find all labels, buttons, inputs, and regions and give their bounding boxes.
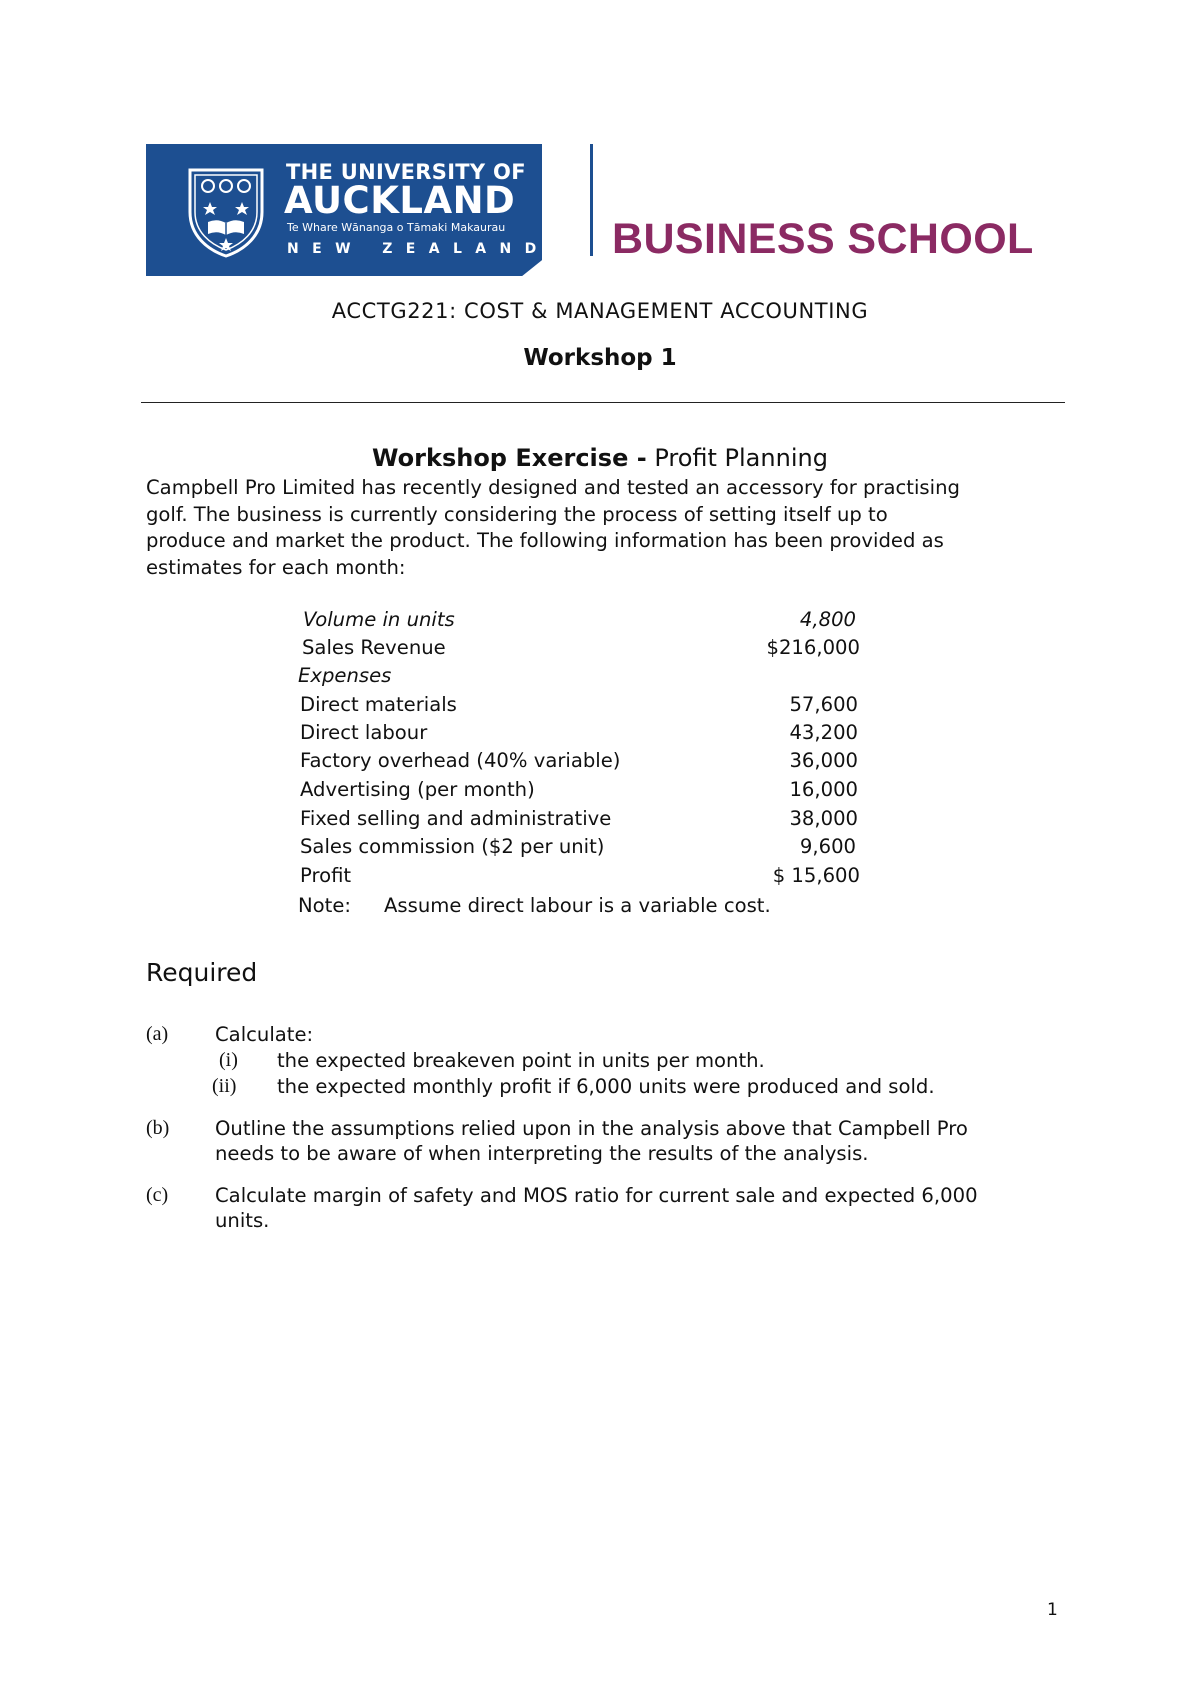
intro-line: Campbell Pro Limited has recently designed and tested an accessory for practising	[146, 476, 960, 499]
university-crest-icon	[186, 166, 266, 258]
university-name-line2: AUCKLAND	[284, 179, 516, 222]
row-label: Sales commission ($2 per unit)	[300, 835, 605, 858]
note-label: Note:	[298, 894, 351, 917]
row-label: Volume in units	[303, 608, 455, 631]
estimates-row-sales-commission	[300, 833, 860, 861]
estimates-row-factory-overhead	[300, 747, 860, 775]
university-country: NEW ZEALAND	[287, 241, 550, 257]
row-label: Factory overhead (40% variable)	[300, 749, 621, 772]
exercise-title-bold: Workshop Exercise -	[372, 444, 647, 472]
estimates-row-direct-materials	[300, 691, 860, 719]
row-label: Fixed selling and administrative	[300, 807, 612, 830]
row-label: Expenses	[298, 664, 392, 687]
row-label: Sales Revenue	[302, 636, 446, 659]
estimates-row-profit	[300, 862, 860, 890]
row-value: 16,000	[789, 778, 858, 801]
estimates-row-sales-revenue	[300, 634, 860, 662]
workshop-title: Workshop 1	[523, 345, 677, 371]
question-c-marker: (c)	[146, 1184, 169, 1206]
logo-divider	[590, 144, 593, 256]
university-maori-name: Te Whare Wānanga o Tāmaki Makaurau	[287, 221, 506, 234]
intro-line: produce and market the product. The following information has been provided as	[146, 529, 944, 552]
estimates-row-expenses-heading	[300, 662, 860, 690]
row-value: 36,000	[789, 749, 858, 772]
question-b-line: Outline the assumptions relied upon in the analysis above that Campbell Pro	[215, 1117, 968, 1140]
row-label: Profit	[300, 864, 352, 887]
intro-line: estimates for each month:	[146, 555, 406, 579]
question-a-ii-text: the expected monthly profit if 6,000 units were produced and sold.	[277, 1075, 935, 1098]
exercise-title-rest: Profit Planning	[654, 444, 828, 472]
intro-paragraph	[146, 475, 1026, 581]
estimates-row-volume	[300, 606, 860, 634]
row-value: 4,800	[799, 608, 856, 631]
row-value: 57,600	[789, 693, 858, 716]
row-value: 43,200	[789, 721, 858, 744]
estimates-note	[298, 894, 771, 917]
note-text: Assume direct labour is a variable cost.	[384, 894, 771, 917]
course-code: ACCTG221: COST & MANAGEMENT ACCOUNTING	[331, 299, 869, 323]
row-value: $ 15,600	[772, 864, 860, 887]
university-name-line1: THE UNIVERSITY OF	[286, 160, 526, 184]
exercise-title	[0, 444, 1200, 472]
estimates-row-fixed-selling	[300, 805, 860, 833]
question-b-line: needs to be aware of when interpreting the results of the analysis.	[215, 1142, 869, 1165]
question-a-marker: (a)	[146, 1023, 169, 1045]
question-c-line: Calculate margin of safety and MOS ratio for current sale and expected 6,000	[215, 1184, 978, 1207]
row-value: 38,000	[789, 807, 858, 830]
estimates-row-advertising	[300, 776, 860, 804]
row-label: Advertising (per month)	[300, 778, 535, 801]
estimates-row-direct-labour	[300, 719, 860, 747]
question-c-line: units.	[215, 1209, 270, 1232]
row-value: 9,600	[799, 835, 856, 858]
business-school-title: BUSINESS SCHOOL	[612, 215, 1034, 263]
question-a-text: Calculate:	[215, 1023, 314, 1046]
row-value: $216,000	[766, 636, 860, 659]
question-b-marker: (b)	[146, 1117, 170, 1139]
question-a-i-marker: (i)	[219, 1049, 238, 1071]
question-a-i-text: the expected breakeven point in units per month.	[277, 1049, 765, 1072]
row-label: Direct labour	[300, 721, 428, 744]
question-a-ii-marker: (ii)	[212, 1075, 237, 1097]
row-label: Direct materials	[300, 693, 457, 716]
page-number: 1	[1047, 1600, 1058, 1620]
required-heading: Required	[146, 958, 258, 987]
header-divider	[141, 402, 1065, 403]
intro-line: golf. The business is currently considering the process of setting itself up to	[146, 502, 888, 526]
